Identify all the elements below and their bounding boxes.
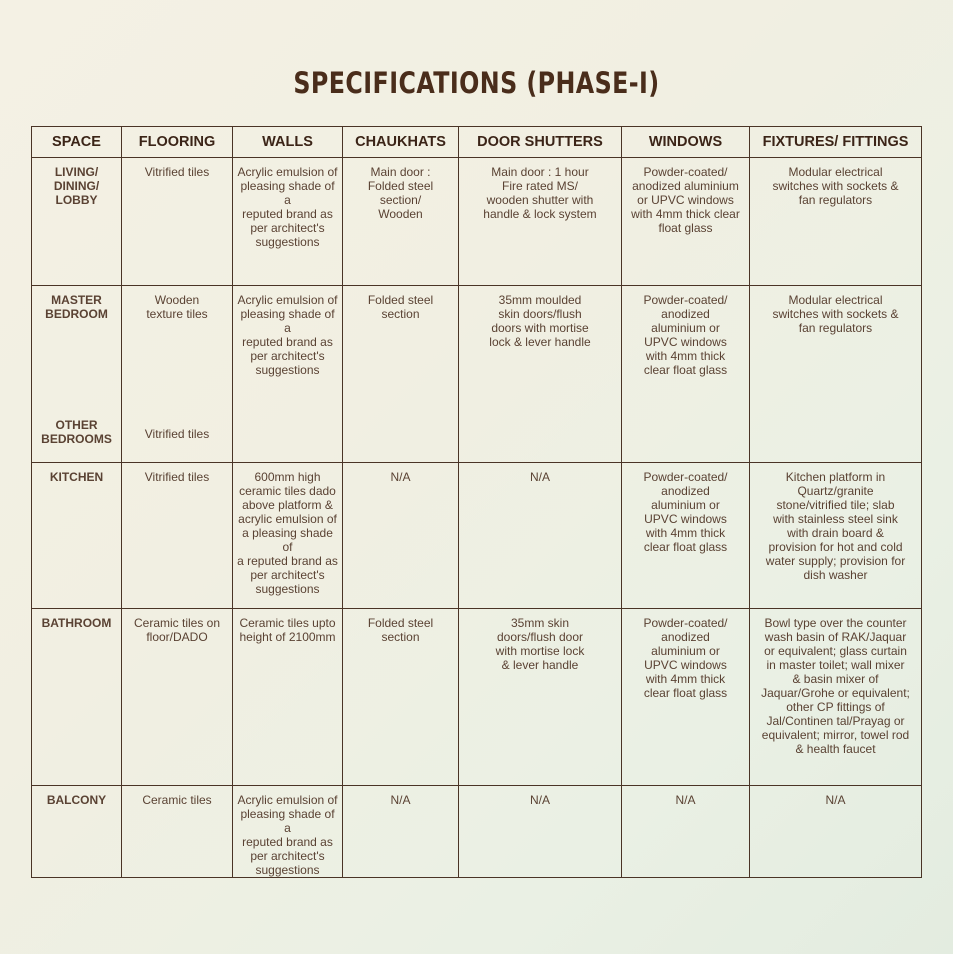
chaukhats-cell xyxy=(343,786,459,878)
door-shutters-text: 35mm skin doors/flush door with mortise lock & lever handle xyxy=(495,616,585,672)
door-shutters-text: N/A xyxy=(529,793,550,807)
fixtures-cell xyxy=(750,786,922,878)
walls-cell xyxy=(233,286,343,463)
fixtures-cell xyxy=(750,158,922,286)
walls-text: Acrylic emulsion of pleasing shade of a reputed brand as per architect's suggestions xyxy=(237,793,338,877)
fixtures-text: Modular electrical switches with sockets & fan regulators xyxy=(772,293,899,335)
flooring-text: Vitrified tiles xyxy=(144,470,210,484)
windows-text: Powder-coated/ anodized aluminium or UPVC windows with 4mm thick clear float glass xyxy=(643,470,728,554)
space-cell xyxy=(32,463,122,609)
header-flooring: FLOORING xyxy=(122,127,233,158)
header-door-shutters: DOOR SHUTTERS xyxy=(459,127,622,158)
walls-cell xyxy=(233,786,343,878)
door-shutters-cell xyxy=(459,286,622,463)
walls-text: Acrylic emulsion of pleasing shade of a reputed brand as per architect's suggestions xyxy=(237,165,338,249)
windows-cell xyxy=(622,463,750,609)
flooring-cell xyxy=(122,786,233,878)
windows-text: N/A xyxy=(675,793,696,807)
fixtures-text: Bowl type over the counter wash basin of RAK/Jaquar or equivalent; glass curtain in master toilet; wall mixer & basin mixer of Jaquar/Grohe or equivalent; other CP fittings of Jal/Continen tal/Prayag or equivalent; mirror, towel rod & health faucet xyxy=(761,616,910,756)
space-cell xyxy=(32,158,122,286)
fixtures-cell xyxy=(750,286,922,463)
door-shutters-cell xyxy=(459,786,622,878)
windows-cell xyxy=(622,286,750,463)
windows-text: Powder-coated/ anodized aluminium or UPVC windows with 4mm thick clear float glass xyxy=(631,165,740,235)
space-label: MASTER BEDROOM xyxy=(45,293,108,321)
header-chaukhats: CHAUKHATS xyxy=(343,127,459,158)
space-label: BALCONY xyxy=(46,793,107,807)
chaukhats-text: N/A xyxy=(390,470,411,484)
fixtures-text: N/A xyxy=(825,793,846,807)
flooring-text: Ceramic tiles xyxy=(142,793,212,807)
windows-cell xyxy=(622,786,750,878)
fixtures-text: Modular electrical switches with sockets & fan regulators xyxy=(772,165,899,207)
table-row xyxy=(32,609,922,786)
walls-cell xyxy=(233,158,343,286)
flooring-text-other-bedrooms: Vitrified tiles xyxy=(144,427,210,441)
table-header-row xyxy=(32,127,922,158)
door-shutters-text: N/A xyxy=(529,470,550,484)
chaukhats-text: Folded steel section xyxy=(367,616,434,644)
door-shutters-text: Main door : 1 hour Fire rated MS/ wooden shutter with handle & lock system xyxy=(483,165,597,221)
windows-text: Powder-coated/ anodized aluminium or UPVC windows with 4mm thick clear float glass xyxy=(643,293,728,377)
header-fixtures-fittings: FIXTURES/ FITTINGS xyxy=(750,127,922,158)
windows-cell xyxy=(622,158,750,286)
fixtures-cell xyxy=(750,463,922,609)
door-shutters-cell xyxy=(459,609,622,786)
table-row xyxy=(32,463,922,609)
space-label: BATHROOM xyxy=(41,616,112,630)
table-row xyxy=(32,786,922,878)
door-shutters-cell xyxy=(459,158,622,286)
flooring-text: Ceramic tiles on floor/DADO xyxy=(133,616,221,644)
flooring-cell xyxy=(122,286,233,463)
flooring-cell xyxy=(122,463,233,609)
space-cell xyxy=(32,786,122,878)
door-shutters-text: 35mm moulded skin doors/flush doors with mortise lock & lever handle xyxy=(489,293,591,349)
space-label-other-bedrooms: OTHER BEDROOMS xyxy=(41,418,112,446)
space-cell xyxy=(32,286,122,463)
chaukhats-cell xyxy=(343,286,459,463)
page-title: SPECIFICATIONS (PHASE-I) xyxy=(293,66,660,100)
walls-text: 600mm high ceramic tiles dado above platform & acrylic emulsion of a pleasing shade of a reputed brand as per architect's suggestions xyxy=(237,470,338,596)
header-space: SPACE xyxy=(32,127,122,158)
door-shutters-cell xyxy=(459,463,622,609)
fixtures-text: Kitchen platform in Quartz/granite stone/vitrified tile; slab with stainless steel sink with drain board & provision for hot and cold water supply; provision for dish washer xyxy=(765,470,906,582)
chaukhats-text: Folded steel section xyxy=(367,293,434,321)
windows-cell xyxy=(622,609,750,786)
flooring-text: Vitrified tiles xyxy=(144,165,210,179)
space-label: LIVING/ DINING/ LOBBY xyxy=(53,165,100,207)
table-row xyxy=(32,158,922,286)
chaukhats-cell xyxy=(343,609,459,786)
walls-text: Ceramic tiles upto height of 2100mm xyxy=(239,616,336,644)
walls-cell xyxy=(233,463,343,609)
walls-cell xyxy=(233,609,343,786)
chaukhats-cell xyxy=(343,158,459,286)
table-row xyxy=(32,286,922,463)
flooring-text: Wooden texture tiles xyxy=(146,293,208,321)
flooring-cell xyxy=(122,609,233,786)
chaukhats-cell xyxy=(343,463,459,609)
header-windows: WINDOWS xyxy=(622,127,750,158)
space-cell xyxy=(32,609,122,786)
space-label: KITCHEN xyxy=(49,470,104,484)
specifications-table xyxy=(31,126,922,878)
flooring-cell xyxy=(122,158,233,286)
chaukhats-text: Main door : Folded steel section/ Wooden xyxy=(367,165,434,221)
fixtures-cell xyxy=(750,609,922,786)
walls-text: Acrylic emulsion of pleasing shade of a reputed brand as per architect's suggestions xyxy=(237,293,338,377)
chaukhats-text: N/A xyxy=(390,793,411,807)
windows-text: Powder-coated/ anodized aluminium or UPVC windows with 4mm thick clear float glass xyxy=(643,616,728,700)
header-walls: WALLS xyxy=(233,127,343,158)
